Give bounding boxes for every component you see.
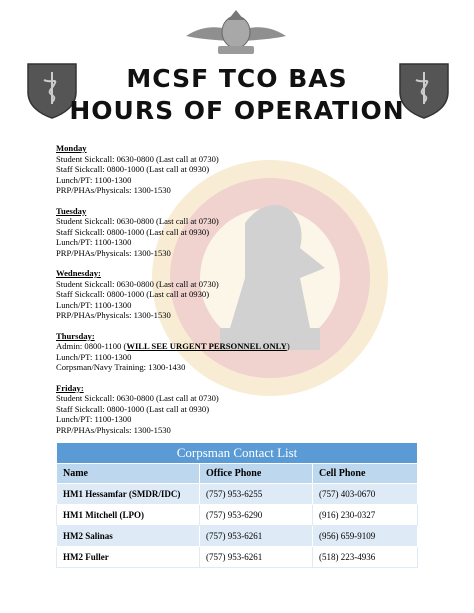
page-subtitle: HOURS OF OPERATION (69, 96, 405, 125)
warfare-insignia-icon (184, 6, 288, 58)
office-phone: (757) 953-6261 (200, 526, 313, 547)
schedule-line: Student Sickcall: 0630-0800 (Last call at 0730) (56, 216, 219, 226)
table-title: Corpsman Contact List (57, 443, 418, 464)
schedule-line: Staff Sickcall: 0800-1000 (Last call at 0930) (56, 289, 210, 299)
page-title: MCSF TCO BAS (126, 64, 348, 93)
schedule-line: Staff Sickcall: 0800-1000 (Last call at 0930) (56, 164, 210, 174)
schedule-line-admin (56, 341, 436, 352)
day-name: Monday (56, 143, 87, 153)
schedule-line: Lunch/PT: 1100-1300 (56, 299, 132, 310)
admin-suffix: ) (286, 341, 290, 351)
schedule-line: Corpsman/Navy Training: 1300-1430 (56, 362, 186, 372)
schedule-line: PRP/PHAs/Physicals: 1300-1530 (56, 185, 171, 195)
column-header-name: Name (57, 464, 200, 484)
contact-name: HM2 Fuller (57, 547, 200, 568)
day-block-wednesday (56, 268, 436, 321)
table-row (57, 547, 418, 568)
day-block-friday (56, 383, 436, 436)
schedule-line: Staff Sickcall: 0800-1000 (Last call at 0930) (56, 226, 210, 237)
contact-name: HM1 Hessamfar (SMDR/IDC) (57, 484, 200, 505)
table-row (57, 484, 418, 505)
office-phone: (757) 953-6290 (200, 505, 313, 526)
cell-phone: (757) 403-0670 (313, 484, 418, 505)
office-phone: (757) 953-6255 (200, 484, 313, 505)
schedule-line: PRP/PHAs/Physicals: 1300-1530 (56, 310, 171, 320)
office-phone: (757) 953-6261 (200, 547, 313, 568)
day-name: Friday: (56, 382, 84, 393)
schedule-line: PRP/PHAs/Physicals: 1300-1530 (56, 424, 171, 435)
cell-phone: (518) 223-4936 (313, 547, 418, 568)
contact-name: HM1 Mitchell (LPO) (57, 505, 200, 526)
admin-hours: Admin: 0800-1100 ( (56, 341, 127, 351)
cell-phone: (916) 230-0327 (313, 505, 418, 526)
day-block-tuesday (56, 206, 436, 259)
schedule-line: Lunch/PT: 1100-1300 (56, 174, 132, 185)
schedule-line: Student Sickcall: 0630-0800 (Last call at 0730) (56, 153, 219, 164)
day-name: Tuesday (56, 205, 87, 216)
table-header-row (57, 464, 418, 484)
cell-phone: (956) 659-9109 (313, 526, 418, 547)
day-name: Wednesday: (56, 268, 101, 278)
day-name: Thursday: (56, 330, 95, 341)
column-header-office-phone: Office Phone (200, 464, 313, 484)
day-block-thursday (56, 331, 436, 373)
schedule-line: Student Sickcall: 0630-0800 (Last call at 0730) (56, 278, 219, 289)
table-title-row (57, 443, 418, 464)
schedule-line: Lunch/PT: 1100-1300 (56, 237, 132, 247)
table-row (57, 526, 418, 547)
schedule-line: Student Sickcall: 0630-0800 (Last call at 0730) (56, 393, 219, 403)
day-block-monday (56, 143, 436, 196)
contact-name: HM2 Salinas (57, 526, 200, 547)
schedule-line: Lunch/PT: 1100-1300 (56, 414, 132, 424)
hours-schedule (56, 143, 436, 445)
urgent-notice: WILL SEE URGENT PERSONNEL ONLY (126, 341, 287, 351)
corpsman-contact-table (56, 442, 418, 568)
schedule-line: Lunch/PT: 1100-1300 (56, 351, 132, 362)
column-header-cell-phone: Cell Phone (313, 464, 418, 484)
schedule-line: PRP/PHAs/Physicals: 1300-1530 (56, 247, 171, 258)
schedule-line: Staff Sickcall: 0800-1000 (Last call at 0930) (56, 403, 210, 414)
table-row (57, 505, 418, 526)
